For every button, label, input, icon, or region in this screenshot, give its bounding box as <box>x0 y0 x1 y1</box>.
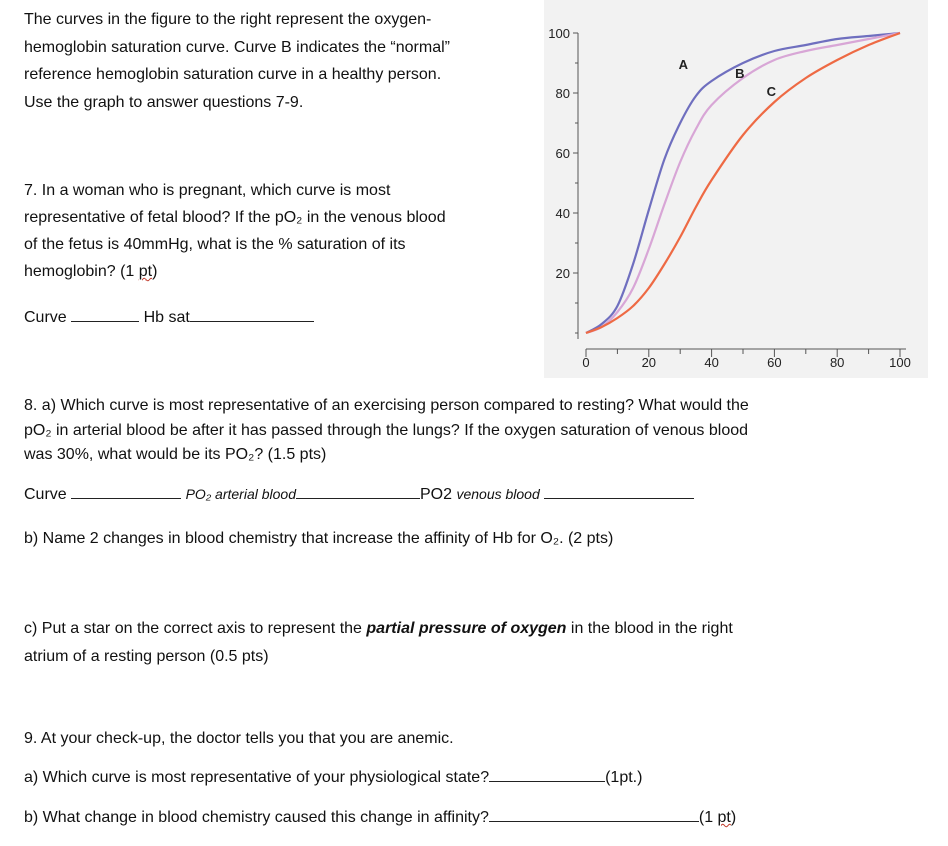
y-tick-label: 60 <box>555 146 570 161</box>
q8a-line-3: was 30%, what would be its PO₂? (1.5 pts) <box>24 446 327 463</box>
q7-hbsat-label: Hb sat <box>143 309 190 326</box>
q8a-line-1: 8. a) Which curve is most representative of an exercising person compared to resting? What would the <box>24 397 749 414</box>
q8-po2-venous-blank[interactable] <box>544 484 694 499</box>
q9a-pts: (1pt.) <box>605 769 643 786</box>
chart-annotations <box>679 57 777 99</box>
q9b-pt-word: pt <box>717 809 731 826</box>
curve-label-c: C <box>766 84 776 99</box>
q8c-line-1 <box>24 615 733 642</box>
q7-line-1: 7. In a woman who is pregnant, which curve is most <box>24 182 391 199</box>
q7-curve-label: Curve <box>24 309 67 326</box>
q8-po2-arterial-label: PO₂ arterial blood <box>185 486 296 502</box>
q9b-pts-post: ) <box>730 809 737 826</box>
q9a-text: a) Which curve is most representative of your physiological state? <box>24 769 490 786</box>
q8-curve-blank[interactable] <box>71 484 181 499</box>
q9b-row <box>24 804 736 831</box>
x-tick-label: 100 <box>889 355 911 370</box>
curve-label-a: A <box>678 57 689 72</box>
q7-line-2: representative of fetal blood? If the pO₂ in the venous blood <box>24 209 446 226</box>
q8c-line-2: atrium of a resting person (0.5 pts) <box>24 648 269 665</box>
q8-curve-label: Curve <box>24 486 67 503</box>
q7-line-4-pre: hemoglobin? (1 <box>24 263 139 280</box>
q7-line-3: of the fetus is 40mmHg, what is the % saturation of its <box>24 236 406 253</box>
q8c-bold: partial pressure of oxygen <box>366 620 567 637</box>
q9b-pts-pre: (1 <box>698 809 718 826</box>
q7-pt-word: pt <box>138 263 153 280</box>
x-tick-label: 40 <box>704 355 719 370</box>
q8-po2-venous-label: venous blood <box>456 486 540 502</box>
y-tick-label: 80 <box>555 86 570 101</box>
x-tick-label: 60 <box>767 355 782 370</box>
q9b-text: b) What change in blood chemistry caused this change in affinity? <box>24 809 489 826</box>
x-tick-label: 80 <box>829 355 845 370</box>
q8-po2-arterial-blank[interactable] <box>296 484 420 499</box>
q8c-post: in the blood in the right <box>566 620 733 637</box>
q7-line-4 <box>24 258 157 285</box>
q7-line-4-post: ) <box>152 263 158 280</box>
q8-po2-venous-prefix: PO2 <box>420 486 453 503</box>
q8a-line-2: pO₂ in arterial blood be after it has passed through the lungs? If the oxygen saturation of venous blood <box>24 422 749 439</box>
q7-answer-row <box>24 304 314 331</box>
q9-intro: 9. At your check-up, the doctor tells you that you are anemic. <box>24 730 454 747</box>
x-tick-label: 0 <box>582 355 590 370</box>
intro-line-4: Use the graph to answer questions 7-9. <box>24 94 304 111</box>
x-tick-label: 20 <box>641 355 657 370</box>
q7-hbsat-blank[interactable] <box>190 307 314 322</box>
curve-label-b: B <box>735 66 745 81</box>
intro-line-1: The curves in the figure to the right represent the oxygen- <box>24 11 432 28</box>
chart-svg <box>544 0 928 378</box>
q7-curve-blank[interactable] <box>71 307 139 322</box>
q9a-blank[interactable] <box>489 767 605 782</box>
intro-line-2: hemoglobin saturation curve. Curve B indicates the “normal” <box>24 39 450 56</box>
oxygen-hemoglobin-chart <box>544 0 928 378</box>
y-tick-label: 40 <box>555 206 570 221</box>
q8b-text: b) Name 2 changes in blood chemistry that increase the affinity of Hb for O₂. (2 pts) <box>24 530 614 547</box>
q8-answer-row <box>24 481 694 508</box>
q8c-pre: c) Put a star on the correct axis to represent the <box>24 620 367 637</box>
intro-line-3: reference hemoglobin saturation curve in a healthy person. <box>24 66 442 83</box>
chart-axes <box>548 26 911 370</box>
q9b-blank[interactable] <box>489 807 699 822</box>
y-tick-label: 20 <box>555 266 570 281</box>
q9a-row <box>24 764 642 791</box>
y-tick-label: 100 <box>548 26 570 41</box>
